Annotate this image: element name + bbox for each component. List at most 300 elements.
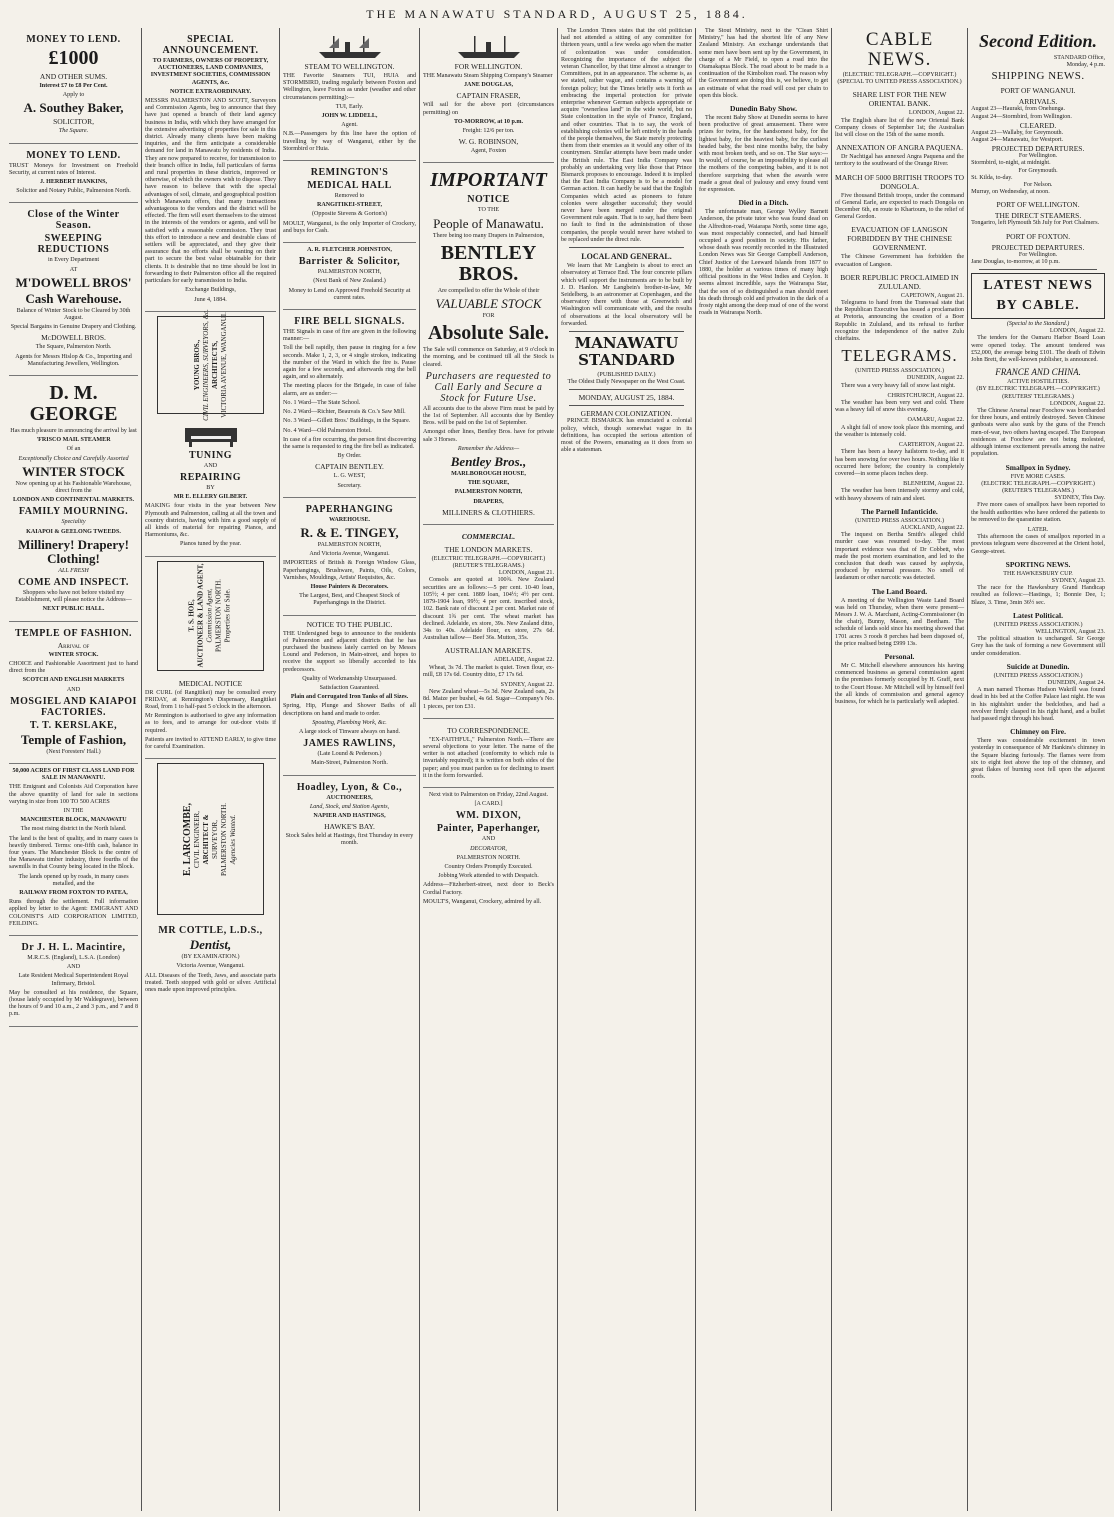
ad-advertiser: Dr J. H. L. Macintire, — [21, 941, 126, 953]
ad-text: The Square, Palmerston North. — [35, 344, 112, 351]
dateline: CARTERTON, August 22. — [898, 442, 965, 449]
ad-text: Properties for Sale. — [224, 588, 233, 643]
paragraph: There has been a heavy hailstorm to-day, and it has been snowing for over two hours. Nothing like it occurred here before; the country is completely covered—in some places inches deep. — [835, 449, 965, 477]
ad-text: VICTORIA AVENUE, WANGANUI. — [219, 311, 228, 418]
ad-advertiser: R. & E. TINGEY, — [300, 524, 399, 540]
article-body — [699, 28, 828, 100]
ad-text: TO THE — [477, 207, 500, 214]
ad-headline: Absolute Sale. — [427, 322, 550, 345]
ad-text: MOULT, Wanganui, is the only Importer of Crockery, and buys for Cash. — [283, 220, 416, 234]
ad-text: 'FRISCO MAIL STEAMER — [36, 437, 111, 444]
ad-text: L. G. WEST, — [333, 473, 366, 480]
ad-text: Interest £7 to £8 Per Cent. — [39, 83, 108, 89]
list-item: Stormbird, to-night, at midnight. — [971, 160, 1051, 167]
ad-tingey — [283, 498, 416, 616]
column-grid — [6, 28, 1108, 1511]
ad-headline: TEMPLE OF FASHION. — [14, 627, 133, 639]
ad-text: Arrival of — [57, 640, 90, 650]
ad-text: TRUST Moneys for Investment on Freehold Security, at current rates of Interest. — [9, 162, 139, 176]
ad-larcombe — [157, 763, 264, 915]
ad-advertiser: MR COTTLE, L.D.S., — [158, 925, 263, 937]
paragraph: The Stout Ministry, next to the "Clean Shirt Ministry," has had the shortest life of any New Zealand Ministry. An exchange understands that some men have been sent up by the Government, in charge of a Mr Field, to open a road into the Otamakapua Block. The road about to be made is a continuation of the Kimbolton road. The reason why the Government are doing this is, we believe, to get an estimate of what the road will cost per chain to open this block. — [699, 28, 829, 99]
editorial-subtitle: (PUBLISHED DAILY.) — [597, 371, 656, 378]
dateline: STANDARD Office, — [1053, 55, 1106, 61]
ad-george — [9, 376, 138, 622]
ad-text: IN THE — [63, 807, 84, 814]
ad-text: N.B.—Passengers by this line have the option of travelling by way of Wanganui, either by the Stormbird or Huia. — [283, 131, 416, 152]
section-subheading: PORT OF WANGANUI. — [1000, 86, 1076, 96]
ad-text: Quality of Workmanship Unsurpassed. — [302, 675, 397, 682]
paragraph: Wheat, 3s 7d. The market is quiet. Town flour, ex-mill, £8 17s 6d. Country ditto, £7 17s 6d. — [423, 664, 554, 678]
ad-macintire — [9, 936, 138, 1027]
dateline: LATER. — [1027, 526, 1049, 533]
section-heading: GERMAN COLONIZATION. — [580, 409, 673, 419]
ad-advertiser: BENTLEY BROS. — [440, 241, 537, 285]
paragraph: The race for the Hawkesbury Grand Handicap resulted as follows:—Hastings, 1; Bonnie Dee, 1; Blaze, 3. Time, 3min 36½ sec. — [971, 585, 1106, 606]
ad-text: AT — [69, 266, 78, 273]
ad-text: THE SQUARE, — [467, 480, 510, 487]
section-heading: SHIPPING NEWS. — [991, 70, 1085, 83]
dateline: Monday, 4 p.m. — [1066, 62, 1106, 69]
ad-headline: Purchasers are requested to Call Early and Secure a Stock for Future Use. — [425, 370, 552, 404]
ad-text: KAIAPOI & GEELONG TWEEDS. — [26, 528, 121, 535]
divider — [979, 269, 1097, 270]
article-body — [561, 28, 692, 244]
paragraph: A man named Thomas Hudson Wakrill was found dead in his bed at the Coffee Palace last night. He was in his nightshirt under the bedclothes, and had a revolver firmly clasped in his right hand, and a bullet had passed right through his head. — [971, 687, 1106, 722]
paragraph: This afternoon the cases of smallpox reported in a previous telegram were discovered at the Orient hotel, George-street. — [971, 534, 1106, 555]
article-body — [971, 738, 1105, 781]
ad-text: Now opening up at his Fashionable Warehouse, direct from the — [15, 480, 132, 495]
ad-text: The Square. — [58, 128, 89, 135]
paragraph: The political situation is unchanged. Sir George Grey has the task of forming a new Government still under consideration. — [971, 636, 1106, 657]
ad-text: The Sale will commence on Saturday, at 9 o'clock in the morning, and be continued till all the Stock is cleared. — [423, 347, 554, 368]
ad-text: PALMERSTON NORTH, — [317, 541, 382, 548]
article-body — [971, 502, 1105, 524]
ad-text: PALMERSTON NORTH. — [215, 578, 224, 653]
list-item: Jane Douglas, to-morrow, at 10 p.m. — [971, 258, 1060, 265]
ad-text: Has much pleasure in announcing the arrival by last — [10, 428, 137, 435]
ad-text: DECORATOR, — [470, 845, 507, 852]
article-body — [971, 585, 1105, 607]
ad-text: Address—Fitzherbert-street, next door to Beck's Cordial Factory. — [423, 882, 554, 896]
masthead — [0, 0, 1114, 26]
list-heading: PROJECTED DEPARTURES. — [991, 242, 1085, 252]
dateline: DUNEDIN, August 22. — [906, 375, 965, 382]
section-subheading: PORT OF FOXTON. — [1005, 231, 1071, 241]
article-body — [835, 449, 964, 478]
ad-kerslake — [9, 622, 138, 764]
paragraph: The unfortunate man, George Wylley Barnett Anderson, the private tutor who was found dead on the Alfredton-road, Waiarapa North, some time ago, was most respectably connected, and had himself occupied a good position in society. His father, whose death was recently recorded in the Illustrated London News was Sir George Campbell Anderson, Chief Justice of the Leeward Islands from 1877 to 1880, the holder at various times of many high official positions in the West Indies and Ceylon. It seems almost incredible, says the Wairarapa Star, that the son of so distinguished a man should meet his death through cold and privation in the dark of a frosty night among the deep mud of one of the worst roads in Wairarapa North. — [699, 209, 829, 317]
column-4 — [420, 28, 558, 1511]
ad-remington — [283, 161, 416, 243]
ad-headline: IMPORTANT — [430, 169, 547, 192]
ad-text: PALMERSTON NORTH, — [317, 269, 382, 276]
article-body — [835, 254, 964, 268]
ad-text: Freight: 12/6 per ton. — [462, 128, 515, 135]
ad-text: Runs through the settlement. Full information applied by letter to the Agent: EMIGRANT AND COLONIST'S AID CORPORATION LIMITED, FEILDING. — [9, 899, 139, 927]
list-item: For Greymouth. — [1018, 167, 1058, 174]
list-heading: PROJECTED DEPARTURES. — [991, 144, 1085, 154]
dateline: WELLINGTON, August 23. — [1035, 628, 1106, 635]
ad-text: NEXT PUBLIC HALL. — [42, 606, 105, 613]
dateline: DUNEDIN, August 24. — [1047, 679, 1106, 686]
section-heading: COMMERCIAL. — [461, 531, 516, 541]
section-subheading: THE HAWKESBURY CUP. — [1003, 570, 1073, 577]
dateline: LONDON, August 21. — [498, 570, 554, 577]
ad-advertiser: JOHN W. LIDDELL, — [321, 113, 378, 120]
article-body — [971, 687, 1105, 723]
article-body — [835, 598, 964, 648]
paragraph: Mr C. Mitchell elsewhere announces his having commenced business as general commission agent in the premises formerly occupied by H. Graff, next to the Court House. Mr Mitchell will by himself feel the all kinds of commission and general agency business, for which he is particularly well adapted. — [835, 662, 965, 705]
ad-dixon — [423, 788, 554, 913]
article-body — [971, 335, 1105, 364]
list-heading: CLEARED. — [1019, 120, 1057, 130]
ad-text: ALL FRESH — [58, 567, 89, 574]
ad-text: And Victoria Avenue, Wanganui. — [309, 551, 390, 558]
article-body — [835, 400, 964, 414]
ad-text: Amongst other lines, Bentley Bros. have for private sale 3 Horses. — [423, 429, 554, 443]
ad-text: Shoppers who have not before visited my Establishment, will please notice the Address— — [15, 590, 132, 604]
ad-text: AND — [481, 836, 496, 843]
list-item: Murray, on Wednesday, at noon. — [971, 189, 1050, 196]
ad-advertiser: Hoadley, Lyon, & Co., — [296, 781, 403, 793]
ad-text: SOLICITOR, — [53, 117, 94, 127]
ad-headline: COME AND INSPECT. — [18, 577, 129, 589]
ad-text: DRAPERS, — [473, 498, 504, 505]
ad-cottle — [145, 919, 276, 1001]
ad-text: THE Undersigned begs to announce to the residents of Palmerston and adjacent districts that he has purchased the business lately carried on by Messrs Lound and Pederson, in Main-street, and hopes to receive the support so liberally accorded to his predecessors. — [283, 630, 416, 673]
ad-text: DR CURL (of Rangitikei) may be consulted every FRIDAY, at Rennington's Dispensary, Rangitikei Road, from 1 to half-past 5 o'clock in the afternoon. — [145, 689, 277, 710]
ad-text: (Next Foresters' Hall.) — [46, 748, 101, 755]
ad-southey-baker — [9, 28, 138, 144]
ad-text: MESSRS PALMERSTON AND SCOTT, Surveyors and Commission Agents, beg to announce that they have just opened a branch of their land agency business in India, with which they have arranged for the extensive advertising of properties for sale in this district. Already many clients have been making inquiries, and the firm anticipate a considerable demand for land in Manawatu by residents of India. They are now prepared to receive, for transmission to their branch office in India, full particulars of farms and rural properties in these districts, improved or otherwise, of which the owners wish to dispose. They have reason to believe that with the special advantages of soil, climate, and geographical position which Manawatu offers, that many transactions advantageous to the vendors and the district will be effected. The firm will exert themselves to the utmost in the interests of the vendors or agents, and will be satisfied with a reasonable commission. They trust this effort to introduce a new and desirable class of settlers will be appreciated, and they give their assurance that no efforts shall be wanting on their part to secure the best value obtainable for their clients. It is desirable that no time should be lost in forwarding to their Palmerston office all the required particulars for early transmission to India. — [145, 98, 277, 285]
ad-text: McDOWELL BROS. — [41, 333, 106, 343]
ad-advertiser: D. M. GEORGE — [29, 382, 118, 426]
ad-text: NAPIER AND HASTINGS, — [313, 813, 386, 819]
ad-text: Exceptionally Choice and Carefully Assorted — [18, 455, 129, 462]
section-subheading: AUSTRALIAN MARKETS. — [444, 646, 533, 656]
column-5 — [558, 28, 696, 1511]
ad-text: A large stock of Tinware always on hand. — [298, 728, 401, 735]
article-body — [971, 534, 1105, 556]
paragraph: The tenders for the Oamaru Harbor Board Loan were opened today. The amount tendered was £52,000, the average being £101. The death of Edwin John Brett, the well-known publisher, is announced. — [971, 335, 1106, 364]
article-body — [971, 408, 1105, 458]
section-subheading: FIVE MORE CASES. — [1010, 473, 1066, 480]
ad-headline: STEAM TO WELLINGTON. — [304, 62, 395, 71]
paragraph: New Zealand wheat—5s 3d. New Zealand oats, 2s 8d. Maize per bushel, 4s 6d. Sugar—Company's No. 1 pieces, per ton £31. — [423, 689, 554, 710]
ad-text: The land is the best of quality, and in many cases is heavily timbered. Terms: one-fifth cash, balance in four years. The Manchester Block is the centre of the Manawatu timber industry, three fourths of the sawmills in that County being located in the Block. — [9, 835, 139, 871]
paragraph: There was a very heavy fall of snow last night. — [841, 382, 956, 389]
ad-jane-douglas — [423, 28, 554, 163]
ad-headline: NOTICE TO THE PUBLIC. — [306, 619, 393, 629]
section-heading: FRANCE AND CHINA. — [995, 367, 1081, 378]
ad-text: Patients are invited to ATTEND EARLY, to give time for careful Examination. — [145, 736, 277, 750]
ad-text: Pianos tuned by the year. — [179, 541, 242, 548]
dateline: LONDON, August 22. — [1049, 328, 1106, 335]
ad-text: (Late Lound & Pederson.) — [317, 751, 382, 758]
ad-text: FOR — [482, 313, 495, 320]
ad-text: In case of a fire occurring, the person first discovering the same is requested to ring the fire bell as indicated. — [283, 436, 416, 450]
article-body — [699, 115, 828, 194]
ad-text: Will sail for the above port (circumstances permitting) on — [423, 102, 554, 116]
article-body — [835, 193, 964, 222]
dateline: LONDON, August 22. — [1049, 400, 1106, 407]
article-body — [835, 488, 964, 502]
dateline: (UNITED PRESS ASSOCIATION.) — [855, 368, 944, 375]
ad-text: Special Bargains in Genuine Drapery and Clothing. — [10, 324, 137, 331]
ad-text: Remember the Address— — [457, 445, 520, 452]
ad-text: CIVIL ENGINEER, — [193, 810, 202, 868]
ad-mcdowell — [9, 203, 138, 376]
ad-text: JANE DOUGLAS, — [463, 82, 514, 89]
ad-advertiser: J. HERBERT HANKINS, — [39, 179, 108, 186]
ad-text: Victoria Avenue, Wanganui. — [176, 963, 245, 970]
ad-land-sale — [9, 764, 138, 936]
editorial-nameplate: MANAWATU STANDARD — [574, 333, 679, 369]
paragraph: The Chinese Government has forbidden the evacuation of Langson. — [835, 254, 965, 268]
dateline: (BY ELECTRIC TELEGRAPH.—COPYRIGHT.) — [976, 386, 1100, 393]
divider — [569, 247, 684, 248]
ad-advertiser: JAMES RAWLINS, — [303, 738, 396, 750]
ad-text: Plain and Corrugated Iron Tanks of all Sizes. — [290, 694, 409, 701]
ad-dr-curl — [145, 675, 276, 760]
ad-text: AUCTIONEERS, — [326, 794, 373, 801]
ad-text: Late Resident Medical Superintendent Royal Infirmary, Bristol. — [18, 973, 129, 987]
dateline: CHRISTCHURCH, August 22. — [887, 392, 965, 399]
dateline: SYDNEY, August 23. — [1051, 577, 1106, 584]
divider — [569, 389, 684, 390]
ad-headline: FAMILY MOURNING. — [18, 506, 129, 518]
masthead-title: THE MANAWATU STANDARD, AUGUST 25, 1884. — [366, 7, 748, 21]
ad-text: MOULT'S, Wanganui, Crockery, admired by all. — [423, 898, 542, 905]
paragraph: "EX-FAITHFUL," Palmerston North.—There are several objections to your letter. The name of the writer is not attached (conformity to which rule is invariably required); it is written on both sides of the paper; and you must pardon us for declining to insert it in the form forwarded. — [423, 736, 554, 779]
ad-advertiser: YOUNG BROS., — [192, 339, 201, 390]
ad-text: June 4, 1884. — [194, 296, 227, 303]
section-heading: Dunedin Baby Show. — [730, 104, 797, 114]
ad-text: Balance of Winter Stock to be Cleared by 30th August. — [16, 307, 131, 322]
ad-text: Solicitor and Notary Public, Palmerston North. — [16, 188, 131, 195]
ad-headline: Dentist, — [189, 937, 232, 953]
ad-text: MAKING four visits in the year between New Plymouth and Palmerston, calling at all the town and country districts, having with him a good supply of all kinds of material for repairing Pianos, and Harmoniums, &c. — [145, 503, 277, 539]
editorial-subtitle: The Oldest Daily Newspaper on the West Coast. — [567, 379, 686, 386]
ad-text: PALMERSTON NORTH. — [456, 854, 521, 861]
dateline: (REUTERS' TELEGRAMS.) — [1002, 393, 1074, 400]
ad-headline: FIRE BELL SIGNALS. — [294, 316, 405, 328]
section-subheading: EVACUATION OF LANGSON FORBIDDEN BY THE CHINESE GOVERNMENT. — [847, 225, 952, 253]
ad-hankins — [9, 144, 138, 204]
paragraph: The recent Baby Show at Dunedin seems to have been productive of great amusement. There were prizes for twins, for the handsomest baby, for the lightest baby, for the heaviest baby, for the curliest headed baby, the best nine months baby, the baby with most broken teeth, and so on. The Star says:—In would, of course, be an impossibility to please all the mothers of the competing babies, and it is not therefore surprising that when the awards were made a great deal of jealousy and envy found vent for expression. — [699, 115, 829, 194]
list-item: August 23—Hauraki, from Onehunga. — [971, 106, 1065, 113]
ad-advertiser: E. LARCOMBE, — [182, 802, 194, 876]
ad-text: M.R.C.S. (England), L.S.A. (London) — [27, 954, 120, 961]
ad-text: Of an — [66, 446, 81, 453]
ad-text: ARCHITECTS, — [210, 340, 219, 389]
ad-text: MILLINERS & CLOTHIERS. — [442, 507, 535, 517]
section-heading: Smallpox in Sydney. — [1005, 462, 1071, 472]
ad-text: Agent. — [341, 122, 358, 129]
ad-text: THE Emigrant and Colonists Aid Corporation have the above quantity of land for sale in sections varying in size from 100 TO 500 ACRES — [9, 784, 139, 805]
list-item: Tongariro, left Plymouth 5th July for Port Chalmers. — [971, 220, 1100, 227]
ad-johnston — [283, 243, 416, 310]
ad-text: RANGITIKEI-STREET, — [316, 202, 383, 209]
ad-text: THE Favorite Steamers TUI, HUIA and STORMBIRD, trading regularly between Foxton and Wellington, leave Foxton as under (weather and other circumstances permitting):— — [283, 73, 416, 101]
ad-text: MARLBOROUGH HOUSE, — [451, 471, 526, 478]
list-heading: THE DIRECT STEAMERS. — [994, 211, 1082, 221]
ad-text: All accounts due to the above Firm must be paid by the 1st of September. All accounts due by Bentley Bros. will be paid on the 1st of September. — [423, 405, 554, 427]
list-item: For Wellington. — [1018, 153, 1058, 160]
ad-text: in Every Department — [47, 257, 100, 264]
ad-text: LONDON AND CONTINENTAL MARKETS. — [12, 497, 135, 504]
ad-advertiser: T. T. KERSLAKE, — [29, 719, 118, 731]
ad-text: Secretary. — [337, 482, 362, 489]
ad-text: Money to Lend on Approved Freehold Security at current rates. — [288, 287, 411, 301]
ad-text: House Painters & Decorators. — [310, 583, 389, 590]
paragraph: The Chinese Arsenal near Foochow was bombarded for three hours, and entirely destroyed. Seven Chinese gunboats were also sunk by the guns of the French men-of-war, two others having escaped. The European residences at Foochow are not being molested, although intense excitement prevails among the native population. — [971, 408, 1106, 458]
ad-text: (Next Bank of New Zealand.) — [313, 278, 386, 285]
ad-text: WAREHOUSE. — [328, 516, 371, 523]
article-body — [699, 209, 828, 317]
ad-text: There being too many Drapers in Palmerston, — [432, 232, 545, 239]
ad-text: ARCHITECT & — [202, 814, 211, 865]
section-banner: TELEGRAMS. — [841, 346, 958, 366]
ad-text: AND — [66, 686, 81, 693]
ad-bentley — [423, 163, 554, 524]
paragraph: The weather has been very wet and cold. There was a heavy fall of snow this evening. — [835, 400, 965, 414]
list-item: St. Kilda, to-day. — [971, 174, 1013, 181]
section-heading: Personal. — [884, 651, 915, 661]
ad-headline: 50,000 ACRES OF FIRST CLASS LAND FOR SALE IN MANAWATU. — [12, 767, 135, 782]
ad-text: AUCTIONEER & LAND AGENT, — [197, 563, 206, 668]
ad-text: Are compelled to offer the Whole of their — [437, 287, 540, 294]
dateline: (UNITED PRESS ASSOCIATION.) — [993, 621, 1083, 628]
divider — [569, 331, 684, 332]
article-body — [423, 577, 554, 642]
dateline: (UNITED PRESS ASSOCIATION.) — [993, 672, 1083, 679]
steamship-icon — [315, 34, 385, 60]
paragraph: PRINCE BISMARCK has enunciated a colonial policy, which, though somewhat vague in its definitions, has occupied the serious attention of most of the Powers, emanating as it does from so able a statesman. — [561, 418, 692, 454]
ad-text: PALMERSTON NORTH. — [220, 802, 229, 876]
dateline: (REUTER'S TELEGRAMS.) — [452, 563, 525, 570]
section-heading: The Parnell Infanticide. — [861, 506, 938, 516]
column-2 — [142, 28, 280, 1511]
paragraph: The English share list of the new Oriental Bank Company closes of September 1st; the Australian list will close on the 15th of the same month. — [835, 117, 965, 139]
ad-fire-bell — [283, 310, 416, 498]
dateline: ADELAIDE, August 22. — [493, 657, 554, 664]
section-heading: LOCAL AND GENERAL. — [581, 252, 672, 262]
ad-text: (Opposite Stevens & Gorton's) — [311, 211, 388, 218]
article-body — [835, 663, 964, 706]
paragraph: Five more cases of smallpox have been reported to the health authorities who have ordered the patients to be removed to the quarantine station. — [971, 502, 1106, 523]
piano-icon — [181, 424, 241, 448]
dateline: AUCKLAND, August 22. — [900, 524, 965, 531]
section-subheading: BOER REPUBLIC PROCLAIMED IN ZULULAND. — [840, 272, 959, 291]
section-banner: CABLE NEWS. — [865, 29, 934, 70]
section-heading: Suicide at Dunedin. — [1006, 661, 1070, 671]
ad-headline: FOR WELLINGTON. — [454, 62, 523, 71]
article-body — [835, 425, 964, 439]
ad-amount: £1000 — [48, 47, 99, 69]
ad-text: CIVIL ENGINEERS, SURVEYORS, &c. — [201, 308, 210, 421]
ad-text: Exchange Buildings, — [185, 287, 236, 294]
ad-headline: VALUABLE STOCK — [435, 296, 542, 312]
ad-steam-wellington — [283, 28, 416, 161]
ad-text: THE Manawatu Steam Shipping Company's Steamer — [423, 73, 553, 79]
section-subheading: ANNEXATION OF ANGRA PAQUENA. — [836, 143, 963, 153]
section-subheading: PORT OF WELLINGTON. — [996, 200, 1080, 210]
ad-text: PALMERSTON NORTH, — [454, 489, 523, 496]
ad-text: CHOICE and Fashionable Assortment just to hand direct from the — [9, 660, 139, 675]
ad-headline: Close of the Winter Season. — [27, 209, 120, 232]
section-subheading: SHARE LIST FOR THE NEW ORIENTAL BANK. — [852, 90, 947, 109]
ad-rawlins — [283, 616, 416, 776]
ad-text: Next visit to Palmerston on Friday, 22nd August. — [428, 791, 549, 798]
ad-text: No. 2 Ward—Richter, Beauvais & Co.'s Saw Mill. — [283, 409, 406, 416]
dateline: (UNITED PRESS ASSOCIATION.) — [855, 517, 944, 524]
ad-text: (BY EXAMINATION.) — [181, 954, 240, 961]
ad-advertiser: A. Southey Baker, — [23, 100, 124, 116]
ad-text: Satisfaction Guaranteed. — [319, 684, 380, 691]
section-heading: Died in a Ditch. — [738, 198, 789, 208]
ad-text: Agents for Messrs Hislop & Co., Importing and Manufacturing Jewellers, Wellington. — [15, 353, 132, 367]
ad-text: Toll the bell rapidly, then pause in ringing for a few seconds. Make 1, 2, 3, or 4 single strokes, indicating the number of the Ward in which the fire is. Pause again for a few seconds, and afterwards ring the bell again, and so alternately. — [283, 345, 416, 381]
steamship-icon — [454, 34, 524, 60]
ad-text: Country Orders Promptly Executed. — [444, 863, 533, 870]
ad-text: The Largest, Best, and Cheapest Stock of Paperhangings in the District. — [299, 593, 400, 607]
ad-text: CAPTAIN FRASER, — [456, 91, 521, 101]
dateline: CAPETOWN, August 21. — [900, 292, 965, 299]
ad-text: NOTICE EXTRAORDINARY. — [169, 88, 252, 95]
ad-advertiser: A. R. FLETCHER JOHNSTON, — [307, 247, 392, 254]
ad-text: BY — [206, 484, 215, 491]
dateline: SYDNEY, August 22. — [500, 681, 554, 688]
article-body — [835, 118, 964, 140]
paragraph: A meeting of the Wellington Waste Land Board was held on Thursday, when there were present—Messrs J. W. A. Marchant, Acting-Commissioner (in the chair), Bunny, Mason, and Beetham. The schedule of lands sold since his meeting showed that 1701 acres 3 roods 8 perches had been disposed of, the price realised being £999 13s. — [835, 597, 965, 647]
dateline: OAMARU, August 22. — [907, 417, 965, 424]
dateline: (ELECTRIC TELEGRAPH.—COPYRIGHT.) — [981, 480, 1095, 487]
article-body — [835, 300, 964, 343]
article-body — [835, 154, 964, 168]
dateline: (ELECTRIC TELEGRAPH.—COPYRIGHT.) — [842, 72, 957, 78]
ad-text: SCOTCH AND ENGLISH MARKETS — [22, 677, 125, 684]
ad-palmerston-scott — [145, 28, 276, 312]
ad-text: Spring, Hip, Plunge and Shower Baths of all descriptions on hand and made to order. — [283, 703, 416, 717]
section-subheading: MARCH OF 5000 BRITISH TROOPS TO DONGOLA. — [835, 172, 965, 191]
ad-text: SURVEYOR, — [211, 819, 220, 859]
ad-advertiser: MR E. ELLERY GILBERT. — [173, 494, 248, 501]
ad-hoe — [157, 561, 264, 671]
ad-text: AND — [66, 964, 81, 971]
article-body — [423, 737, 554, 780]
ad-headline: MONEY TO LEND. — [26, 34, 121, 45]
ad-text: Removed to — [334, 193, 365, 200]
ad-headline: Temple of Fashion, — [20, 731, 127, 747]
article-body — [561, 263, 692, 328]
column-8 — [968, 28, 1108, 1511]
article-body — [423, 689, 554, 711]
ad-text: TO FARMERS, OWNERS OF PROPERTY, AUCTIONEERS, LAND COMPANIES, INVESTMENT SOCIETIES, COMMISSION AGENTS, &c. — [150, 58, 271, 86]
ad-text: MANCHESTER BLOCK, MANAWATU — [20, 817, 127, 824]
commercial-section — [423, 525, 554, 719]
ad-advertiser: Bentley Bros., — [450, 454, 527, 470]
ad-young-bros — [157, 308, 264, 421]
ad-text: Spouting, Plumbing Work, &c. — [312, 719, 387, 726]
paragraph: There was considerable excitement in town yesterday in consequence of Mr Hankins's chimney in the Square blazing furiously. The flames were from six to eight feet above the top of the chimney, and great flakes of burning soot fell upon the adjacent roofs. — [971, 738, 1106, 781]
ad-text: By Order. — [337, 453, 362, 460]
ad-gilbert — [145, 418, 276, 557]
ad-text: ALL Diseases of the Teeth, Jaws, and associate parts treated. Teeth stopped with gold or silver. Artificial ones made upon improved principles. — [145, 972, 277, 993]
ad-text: No. 4 Ward—Old Palmerston Hotel. — [283, 427, 372, 434]
list-item: August 23—Wallaby, for Greymouth. — [971, 129, 1064, 136]
